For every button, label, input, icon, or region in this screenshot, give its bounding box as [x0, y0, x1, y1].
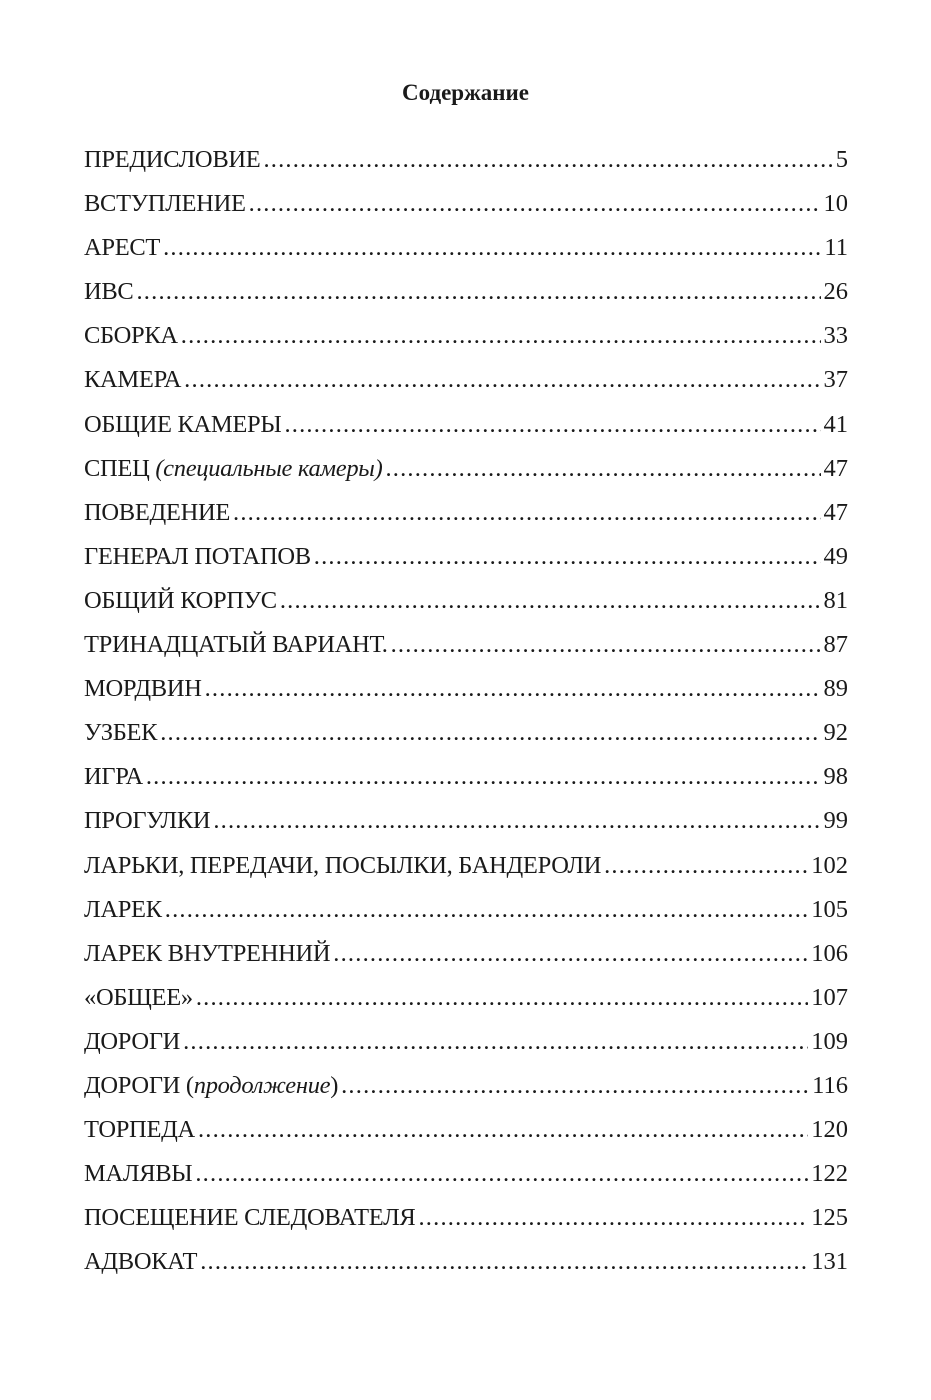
toc-dot-leader [213, 799, 820, 843]
toc-page-number: 47 [823, 454, 848, 482]
toc-entry-text: ПРОГУЛКИ [84, 807, 211, 835]
toc-dot-leader [165, 888, 809, 932]
toc-page-number: 107 [811, 983, 848, 1011]
toc-page-number: 106 [811, 939, 848, 967]
toc-entry-title [84, 182, 246, 226]
toc-row [84, 755, 848, 799]
toc-entry-text: ЛАРЕК ВНУТРЕННИЙ [84, 939, 331, 967]
toc-dot-leader [233, 491, 820, 535]
toc-page-number: 120 [811, 1116, 848, 1144]
toc-row [84, 491, 848, 535]
toc-entry-text: ОБЩИЕ КАМЕРЫ [84, 410, 282, 438]
toc-dot-leader [205, 667, 821, 711]
toc-page-number: 92 [823, 719, 848, 747]
toc-row [84, 711, 848, 755]
toc-entry-title [84, 1020, 180, 1064]
toc-entry-text: ИГРА [84, 763, 143, 791]
toc-page-number: 102 [811, 851, 848, 879]
toc-entry-text: АРЕСТ [84, 234, 161, 262]
toc-row [84, 1108, 848, 1152]
toc-page-number: 116 [812, 1071, 848, 1099]
toc-entry-title [84, 711, 157, 755]
toc-page-number: 41 [823, 410, 848, 438]
toc-page-number: 125 [811, 1204, 848, 1232]
toc-entry-text: ДОРОГИ ( [84, 1071, 194, 1099]
page-title: Содержание [402, 80, 529, 105]
toc-entry-text: МАЛЯВЫ [84, 1160, 193, 1188]
toc-dot-leader [418, 1196, 808, 1240]
toc-entry-text: УЗБЕК [84, 719, 158, 747]
toc-row [84, 976, 848, 1020]
toc-entry-note: продолжение [193, 1071, 331, 1099]
toc-entry-text: СПЕЦ [84, 454, 156, 482]
toc-entry-title [84, 270, 133, 314]
toc-page-number: 5 [835, 146, 848, 173]
toc-entry-title [84, 535, 311, 579]
toc-page-number: 99 [823, 807, 848, 835]
toc-dot-leader [284, 403, 820, 447]
toc-entry-text: ЛАРЬКИ, ПЕРЕДАЧИ, ПОСЫЛКИ, БАНДЕРОЛИ [84, 851, 602, 879]
toc-entry-title [84, 755, 143, 799]
toc-entry-title [84, 226, 160, 270]
toc-row [84, 226, 848, 270]
toc-page-number: 89 [823, 675, 848, 703]
toc-row [84, 932, 848, 976]
toc-entry-title [84, 623, 388, 667]
toc-entry-text: «ОБЩЕЕ» [84, 983, 193, 1011]
toc-entry-text: АДВОКАТ [84, 1248, 198, 1276]
toc-dot-leader [604, 844, 808, 888]
toc-entry-title [84, 1240, 197, 1284]
toc-entry-title [84, 314, 178, 358]
table-of-contents [84, 138, 848, 1284]
toc-row [84, 314, 848, 358]
toc-entry-title [84, 888, 162, 932]
toc-row [84, 799, 848, 843]
toc-dot-leader [198, 1108, 808, 1152]
toc-entry-text: ЛАРЕК [84, 895, 162, 923]
toc-entry-text: ТРИНАДЦАТЫЙ ВАРИАНТ. [84, 631, 388, 659]
toc-entry-text: СБОРКА [84, 322, 178, 350]
toc-page-number: 37 [823, 366, 848, 394]
toc-dot-leader [183, 1020, 808, 1064]
toc-entry-note: (специальные камеры) [155, 454, 383, 482]
toc-row [84, 1240, 848, 1284]
toc-entry-text: ПРЕДИСЛОВИЕ [84, 146, 261, 173]
toc-row [84, 138, 848, 182]
toc-row [84, 358, 848, 402]
toc-dot-leader [263, 138, 832, 182]
toc-dot-leader [249, 182, 821, 226]
toc-page-number: 10 [823, 190, 848, 218]
toc-entry-title [84, 799, 210, 843]
toc-page-number: 26 [823, 278, 848, 306]
toc-dot-leader [280, 579, 821, 623]
toc-row [84, 403, 848, 447]
toc-entry-title [84, 358, 181, 402]
toc-row [84, 623, 848, 667]
toc-row [84, 844, 848, 888]
toc-page-number: 33 [823, 322, 848, 350]
toc-entry-title [84, 138, 260, 182]
toc-dot-leader [385, 447, 820, 491]
toc-entry-title [84, 844, 601, 888]
toc-entry-text: КАМЕРА [84, 366, 182, 394]
toc-entry-title [84, 403, 281, 447]
toc-entry-text: ВСТУПЛЕНИЕ [84, 190, 246, 218]
toc-entry-title [84, 1196, 415, 1240]
toc-page-number: 105 [811, 895, 848, 923]
toc-dot-leader [195, 1152, 808, 1196]
toc-entry-text: ГЕНЕРАЛ ПОТАПОВ [84, 542, 311, 570]
toc-row [84, 1152, 848, 1196]
toc-row [84, 1020, 848, 1064]
toc-entry-text: ИВС [84, 278, 134, 306]
toc-dot-leader [146, 755, 821, 799]
toc-row [84, 667, 848, 711]
toc-entry-title [84, 579, 277, 623]
toc-dot-leader [391, 623, 821, 667]
toc-dot-leader [163, 226, 821, 270]
toc-row [84, 535, 848, 579]
toc-entry-title [84, 932, 330, 976]
toc-dot-leader [333, 932, 808, 976]
toc-entry-title [84, 1152, 192, 1196]
toc-dot-leader [341, 1064, 809, 1108]
toc-row [84, 579, 848, 623]
toc-row [84, 182, 848, 226]
toc-page-number: 11 [824, 234, 848, 262]
toc-entry-title [84, 1108, 195, 1152]
toc-entry-text: МОРДВИН [84, 675, 202, 703]
toc-entry-title [84, 491, 230, 535]
toc-entry-title [84, 447, 382, 491]
toc-page-number: 49 [823, 542, 848, 570]
toc-page-number: 109 [811, 1027, 848, 1055]
toc-row [84, 888, 848, 932]
toc-page-number: 47 [823, 498, 848, 526]
toc-entry-title [84, 976, 193, 1020]
toc-page-number: 122 [811, 1160, 848, 1188]
toc-entry-text: ДОРОГИ [84, 1027, 181, 1055]
toc-row [84, 1196, 848, 1240]
toc-entry-title [84, 667, 202, 711]
toc-entry-title [84, 1064, 338, 1108]
toc-page-number: 87 [823, 631, 848, 659]
toc-page-number: 81 [823, 586, 848, 614]
toc-entry-text: ТОРПЕДА [84, 1116, 195, 1144]
toc-entry-suffix: ) [330, 1071, 339, 1099]
toc-row [84, 270, 848, 314]
toc-page-number: 131 [811, 1248, 848, 1276]
toc-row [84, 1064, 848, 1108]
toc-row [84, 447, 848, 491]
toc-page-number: 98 [823, 763, 848, 791]
toc-dot-leader [181, 314, 821, 358]
toc-dot-leader [136, 270, 820, 314]
toc-dot-leader [196, 976, 808, 1020]
toc-dot-leader [314, 535, 821, 579]
toc-dot-leader [184, 358, 820, 402]
toc-entry-text: ОБЩИЙ КОРПУС [84, 586, 277, 614]
toc-dot-leader [160, 711, 820, 755]
toc-dot-leader [200, 1240, 808, 1284]
toc-entry-text: ПОСЕЩЕНИЕ СЛЕДОВАТЕЛЯ [84, 1204, 416, 1232]
toc-entry-text: ПОВЕДЕНИЕ [84, 498, 231, 526]
